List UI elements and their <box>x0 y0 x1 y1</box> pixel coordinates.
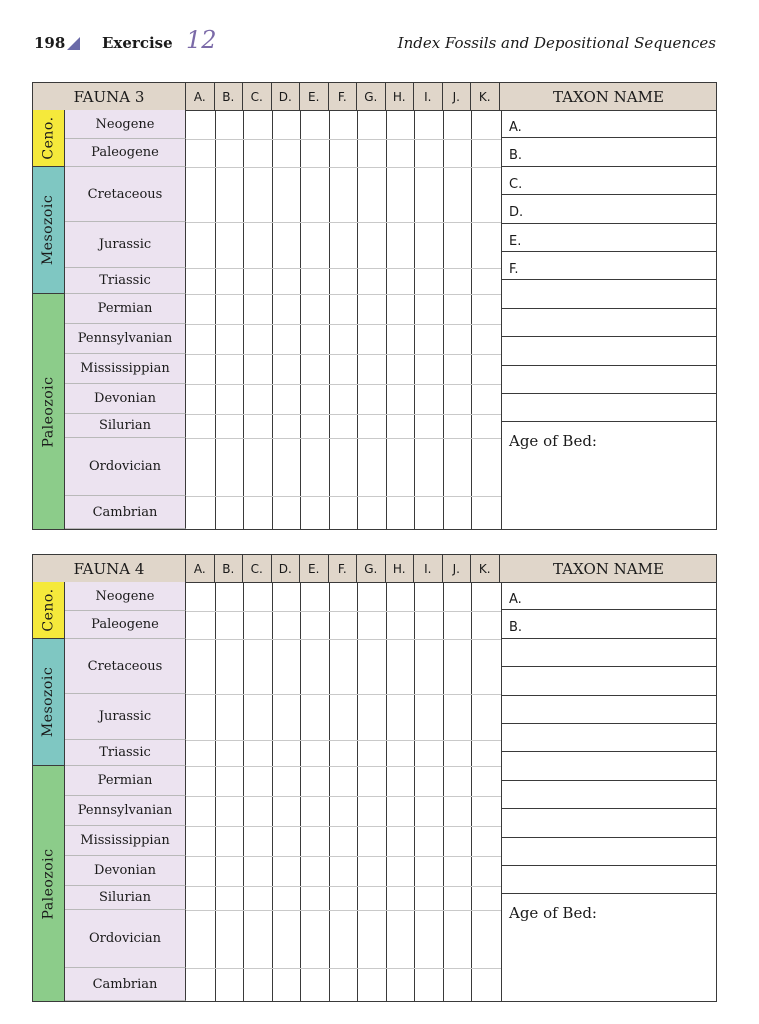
grid-row-line <box>186 740 501 741</box>
column-header: J. <box>443 83 472 110</box>
grid-row-line <box>186 294 501 295</box>
exercise-number: 12 <box>186 26 217 54</box>
period-label: Cambrian <box>65 968 186 1001</box>
grid-row-line <box>186 384 501 385</box>
grid-row-line <box>186 796 501 797</box>
column-header: D. <box>272 555 301 582</box>
period-label: Pennsylvanian <box>65 324 186 354</box>
period-label: Permian <box>65 766 186 796</box>
taxon-name-field[interactable] <box>502 752 716 780</box>
fauna-table <box>32 554 717 1002</box>
era-label: Paleozoic <box>33 766 65 1001</box>
taxon-name-field[interactable] <box>502 366 716 394</box>
grid-row-line <box>186 354 501 355</box>
grid-column-line <box>272 582 273 1001</box>
taxon-name-field[interactable] <box>502 866 716 894</box>
taxon-name-field[interactable]: C. <box>502 167 716 195</box>
taxon-name-field[interactable] <box>502 724 716 752</box>
column-header: H. <box>386 83 415 110</box>
table-header-row <box>33 83 716 111</box>
era-label: Mesozoic <box>33 639 65 766</box>
grid-row-line <box>186 167 501 168</box>
taxon-name-field[interactable] <box>502 667 716 695</box>
grid-row-line <box>186 611 501 612</box>
period-label: Ordovician <box>65 910 186 968</box>
column-header: D. <box>272 83 301 110</box>
period-label: Cretaceous <box>65 639 186 694</box>
column-header: I. <box>414 83 443 110</box>
fauna-table <box>32 82 717 530</box>
grid-column-line <box>414 110 415 529</box>
period-label: Silurian <box>65 414 186 438</box>
taxon-name-field[interactable] <box>502 838 716 866</box>
column-header: K. <box>471 83 500 110</box>
grid-row-line <box>186 139 501 140</box>
period-label: Mississippian <box>65 826 186 856</box>
age-of-bed-label[interactable]: Age of Bed: <box>509 432 597 450</box>
period-label: Cambrian <box>65 496 186 529</box>
grid-column-line <box>243 110 244 529</box>
grid-column-line <box>272 110 273 529</box>
period-label: Triassic <box>65 268 186 294</box>
taxon-name-header: TAXON NAME <box>553 87 664 106</box>
grid-column-line <box>471 110 472 529</box>
column-header: H. <box>386 555 415 582</box>
taxon-name-field[interactable]: D. <box>502 195 716 223</box>
grid-column-line <box>357 582 358 1001</box>
column-header: I. <box>414 555 443 582</box>
period-label: Jurassic <box>65 694 186 740</box>
grid-column-line <box>329 110 330 529</box>
page-header <box>34 26 716 60</box>
period-label: Jurassic <box>65 222 186 268</box>
taxon-name-field[interactable] <box>502 309 716 337</box>
taxon-name-field[interactable]: A. <box>502 110 716 138</box>
column-header: A. <box>186 555 215 582</box>
period-label: Mississippian <box>65 354 186 384</box>
column-header: G. <box>357 555 386 582</box>
grid-row-line <box>186 496 501 497</box>
range-chart-grid[interactable] <box>186 582 501 1001</box>
grid-column-line <box>414 582 415 1001</box>
taxon-name-field[interactable] <box>502 394 716 422</box>
grid-row-line <box>186 438 501 439</box>
grid-column-line <box>386 110 387 529</box>
column-header: A. <box>186 83 215 110</box>
column-header: E. <box>300 555 329 582</box>
period-label: Silurian <box>65 886 186 910</box>
grid-row-line <box>186 694 501 695</box>
page-number: 198 <box>34 34 66 52</box>
taxon-name-field[interactable] <box>502 809 716 837</box>
column-header: B. <box>215 555 244 582</box>
column-header: F. <box>329 83 358 110</box>
grid-column-line <box>471 582 472 1001</box>
grid-row-line <box>186 968 501 969</box>
grid-column-line <box>300 110 301 529</box>
range-chart-grid[interactable] <box>186 110 501 529</box>
era-label: Paleozoic <box>33 294 65 529</box>
taxon-name-field[interactable] <box>502 781 716 809</box>
column-header: C. <box>243 555 272 582</box>
taxon-name-field[interactable] <box>502 696 716 724</box>
taxon-name-field[interactable]: F. <box>502 252 716 280</box>
grid-row-line <box>186 886 501 887</box>
period-label: Triassic <box>65 740 186 766</box>
taxon-name-field[interactable]: B. <box>502 138 716 166</box>
taxon-name-header: TAXON NAME <box>553 559 664 578</box>
grid-column-line <box>443 110 444 529</box>
grid-column-line <box>215 110 216 529</box>
table-header-row <box>33 555 716 583</box>
taxon-name-field[interactable]: A. <box>502 582 716 610</box>
period-label: Devonian <box>65 384 186 414</box>
period-label: Neogene <box>65 110 186 139</box>
taxon-name-column <box>501 582 716 1001</box>
grid-row-line <box>186 910 501 911</box>
period-label: Devonian <box>65 856 186 886</box>
era-label: Ceno. <box>33 582 65 639</box>
column-header: G. <box>357 83 386 110</box>
grid-column-line <box>243 582 244 1001</box>
taxon-name-column <box>501 110 716 529</box>
exercise-label: Exercise <box>102 34 173 52</box>
column-header: B. <box>215 83 244 110</box>
taxon-name-field[interactable]: E. <box>502 224 716 252</box>
era-label: Ceno. <box>33 110 65 167</box>
column-header: K. <box>471 555 500 582</box>
chapter-title: Index Fossils and Depositional Sequences <box>397 34 716 52</box>
period-label: Permian <box>65 294 186 324</box>
column-header: F. <box>329 555 358 582</box>
grid-row-line <box>186 766 501 767</box>
period-label: Ordovician <box>65 438 186 496</box>
period-label: Neogene <box>65 582 186 611</box>
grid-row-line <box>186 826 501 827</box>
fauna-title: FAUNA 3 <box>33 83 186 110</box>
grid-row-line <box>186 222 501 223</box>
period-label: Pennsylvanian <box>65 796 186 826</box>
column-header: E. <box>300 83 329 110</box>
grid-column-line <box>386 582 387 1001</box>
grid-row-line <box>186 324 501 325</box>
column-header: J. <box>443 555 472 582</box>
era-label: Mesozoic <box>33 167 65 294</box>
column-header: C. <box>243 83 272 110</box>
taxon-name-field[interactable] <box>502 337 716 365</box>
grid-column-line <box>215 582 216 1001</box>
period-label: Paleogene <box>65 139 186 167</box>
period-label: Cretaceous <box>65 167 186 222</box>
taxon-name-field[interactable]: B. <box>502 610 716 638</box>
grid-column-line <box>329 582 330 1001</box>
fauna-title: FAUNA 4 <box>33 555 186 582</box>
period-label: Paleogene <box>65 611 186 639</box>
triangle-marker-icon <box>67 37 80 50</box>
grid-row-line <box>186 639 501 640</box>
grid-column-line <box>443 582 444 1001</box>
taxon-name-field[interactable] <box>502 280 716 308</box>
grid-row-line <box>186 414 501 415</box>
grid-row-line <box>186 856 501 857</box>
grid-row-line <box>186 268 501 269</box>
grid-column-line <box>357 110 358 529</box>
age-of-bed-label[interactable]: Age of Bed: <box>509 904 597 922</box>
grid-column-line <box>300 582 301 1001</box>
taxon-name-field[interactable] <box>502 639 716 667</box>
